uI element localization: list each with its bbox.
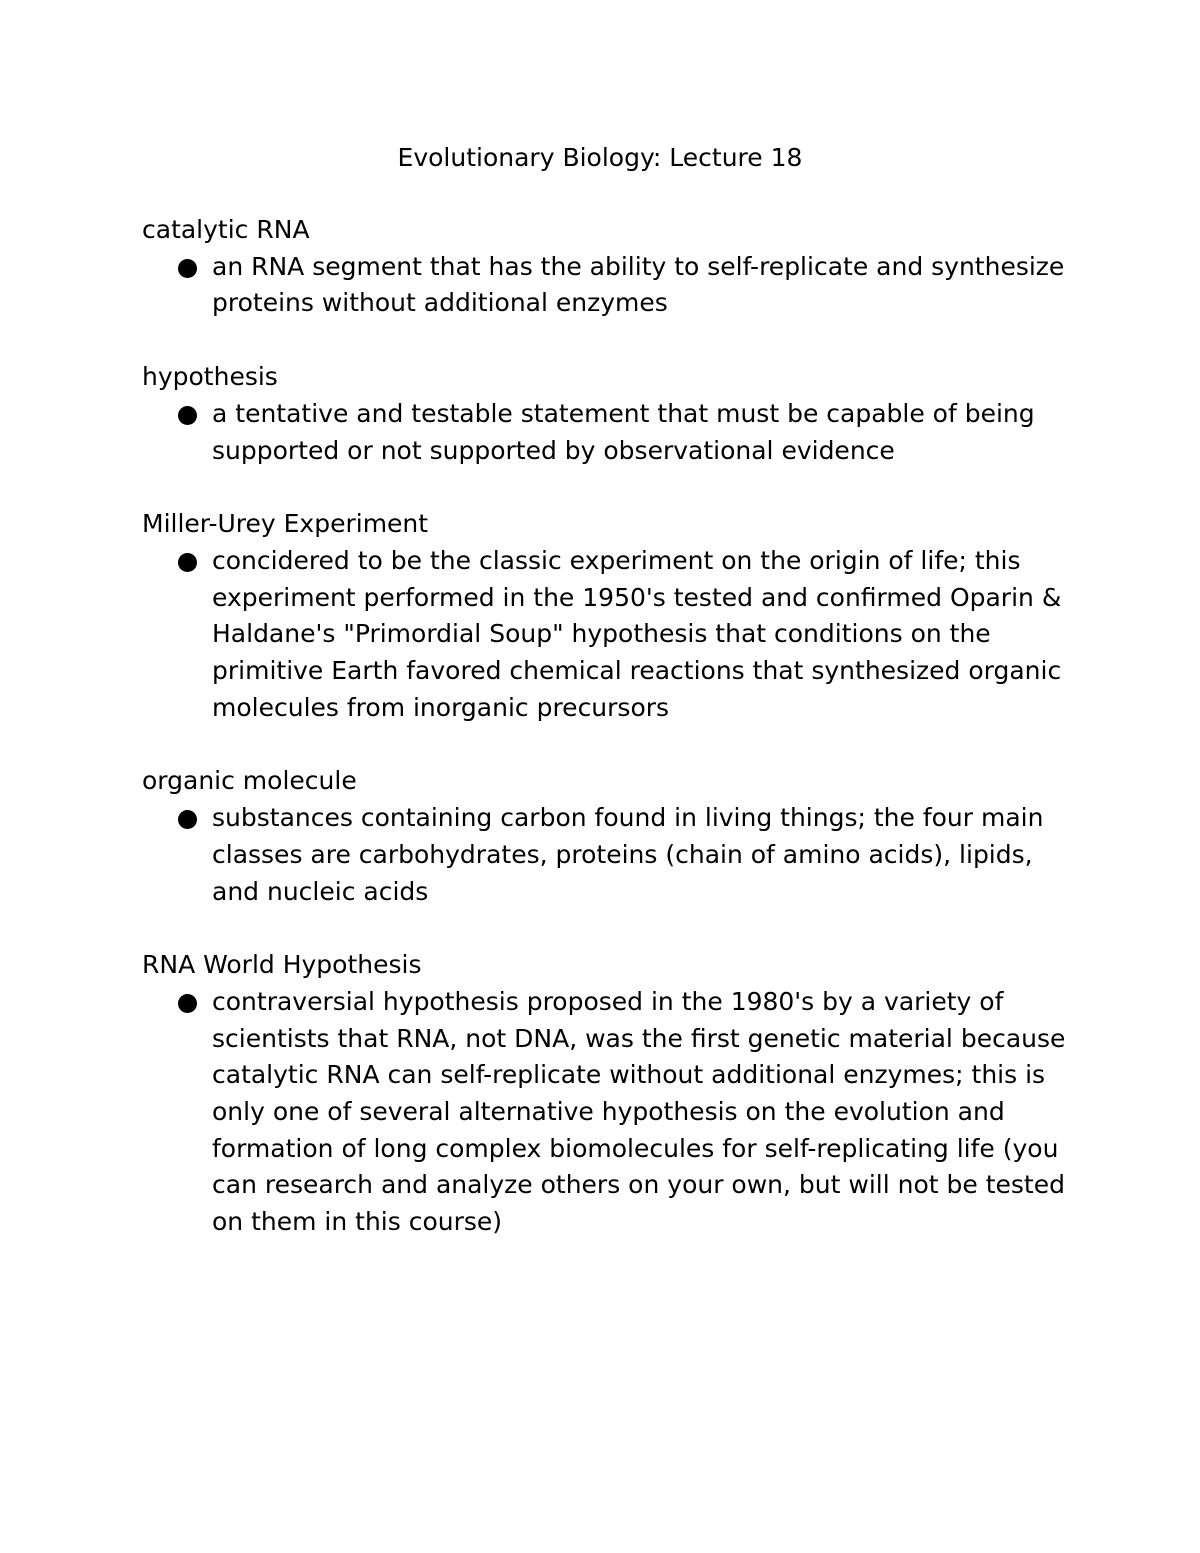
definition-text: substances containing carbon found in living things; the four main classes are carbohydrates, proteins (chain of amino acids), lipids, and nucleic acids xyxy=(212,803,1044,906)
definition-list xyxy=(142,800,1072,910)
bullet-icon xyxy=(178,810,197,829)
definition-list xyxy=(142,984,1072,1241)
bullet-icon xyxy=(178,406,197,425)
definition-item xyxy=(142,543,1072,727)
term-heading: RNA World Hypothesis xyxy=(142,950,422,980)
definition-list xyxy=(142,396,1072,469)
definition-text: concidered to be the classic experiment on the origin of life; this experiment performed in the 1950's tested and confirmed Oparin & Haldane's "Primordial Soup" hypothesis that conditions on the primitive Earth favored chemical reactions that synthesized organic molecules from inorganic precursors xyxy=(212,545,1062,722)
glossary-entry xyxy=(142,506,1072,726)
glossary-entry xyxy=(142,359,1072,469)
glossary xyxy=(142,212,1072,1278)
definition-text: a tentative and testable statement that must be capable of being supported or not supported by observational evidence xyxy=(212,398,1035,465)
definition-text: an RNA segment that has the ability to self-replicate and synthesize proteins without additional enzymes xyxy=(212,251,1065,318)
bullet-icon xyxy=(178,553,197,572)
definition-item xyxy=(142,396,1072,469)
definition-list xyxy=(142,543,1072,727)
glossary-entry xyxy=(142,763,1072,910)
glossary-entry xyxy=(142,212,1072,322)
term-heading: hypothesis xyxy=(142,362,278,392)
term-heading: catalytic RNA xyxy=(142,215,310,244)
definition-item xyxy=(142,984,1072,1241)
term-heading: organic molecule xyxy=(142,766,357,796)
definition-item xyxy=(142,800,1072,910)
definition-text: contraversial hypothesis proposed in the 1980's by a variety of scientists that RNA, not DNA, was the first genetic material because catalytic RNA can self-replicate without additional enzymes; this is only one of several alternative hypothesis on the evolution and formation of long complex biomolecules for self-replicating life (you can research and analyze others on your own, but will not be tested on them in this course) xyxy=(212,986,1066,1237)
definition-item xyxy=(142,249,1072,322)
bullet-icon xyxy=(178,994,197,1013)
bullet-icon xyxy=(178,259,197,278)
term-heading: Miller-Urey Experiment xyxy=(142,509,429,539)
definition-list xyxy=(142,249,1072,322)
document-title: Evolutionary Biology: Lecture 18 xyxy=(397,143,803,172)
glossary-entry xyxy=(142,947,1072,1241)
